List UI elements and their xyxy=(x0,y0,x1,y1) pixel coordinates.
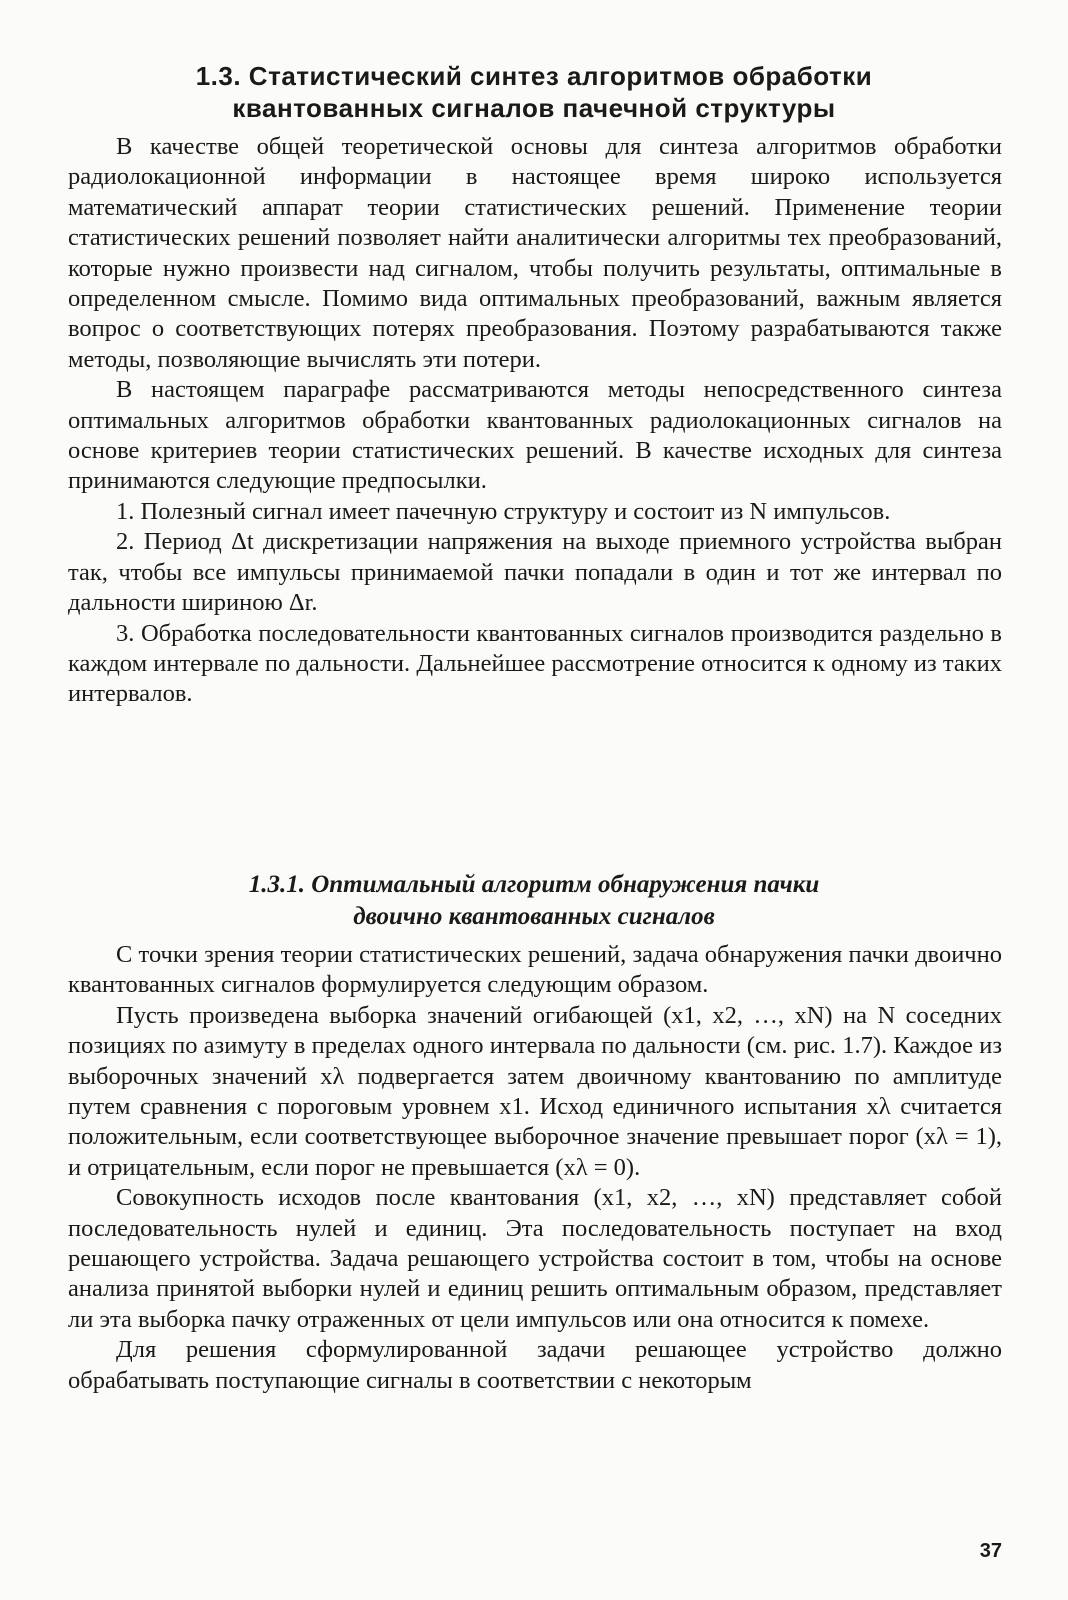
paragraph-premises: В настоящем параграфе рассматриваются методы непосредственного синтеза оптимальных алгоритмов обработки квантованных радиолокационных сигналов на основе критериев теории статистических решений. В качестве исходных для синтеза принимаются следующие предпосылки. xyxy=(68,376,1002,495)
subsection-title xyxy=(60,869,1008,933)
page-number: 37 xyxy=(979,1540,1002,1562)
paragraph-intro: В качестве общей теоретической основы для синтеза алгоритмов обработки радиолокационной информации в настоящее время широко используется математический аппарат теории статистических решений. Применение теории статистических решений позволяет найти аналитически алгоритмы тех преобразований, которые нужно произвести над сигналом, чтобы получить результаты, оптимальные в определенном смысле. Помимо вида оптимальных преобразований, важным является вопрос о соответствующих потерях преобразования. Поэтому разрабатываются также методы, позволяющие вычислять эти потери. xyxy=(68,133,1002,373)
paragraph-decision: Для решения сформулированной задачи решающее устройство должно обрабатывать поступающие сигналы в соответствии с некоторым xyxy=(68,1336,1002,1394)
subsection-title-line-2: двоично квантованных сигналов xyxy=(353,903,715,930)
section-body xyxy=(68,132,1002,710)
paragraph-sampling: Пусть произведена выборка значений огибающей (x1, x2, …, xN) на N соседних позициях по азимуту в пределах одного интервала по дальности (см. рис. 1.7). Каждое из выборочных значений xλ подвергается затем двоичному квантованию по амплитуде путем сравнения с пороговым уровнем x1. Исход единичного испытания xλ считается положительным, если соответствующее выборочное значение превышает порог (xλ = 1), и отрицательным, если порог не превышается (xλ = 0). xyxy=(68,1001,1002,1181)
paragraph-sequence: Совокупность исходов после квантования (x1, x2, …, xN) представляет собой последовательность нулей и единиц. Эта последовательность поступает на вход решающего устройства. Задача решающего устройства состоит в том, чтобы на основе анализа принятой выборки нулей и единиц решить оптимальным образом, представляет ли эта выборка пачку отраженных от цели импульсов или она относится к помехе. xyxy=(68,1184,1002,1333)
section-title-line-1: 1.3. Статистический синтез алгоритмов обработки xyxy=(195,60,873,91)
premise-item-3: 3. Обработка последовательности квантованных сигналов производится раздельно в каждом интервале по дальности. Дальнейшее рассмотрение относится к одному из таких интервалов. xyxy=(68,619,1002,708)
section-title-line-2: квантованных сигналов пачечной структуры xyxy=(232,92,836,123)
subsection-title-line-1: 1.3.1. Оптимальный алгоритм обнаружения пачки xyxy=(248,871,820,898)
section-title xyxy=(60,60,1008,124)
paragraph-problem-statement: С точки зрения теории статистических решений, задача обнаружения пачки двоично квантованных сигналов формулируется следующим образом. xyxy=(68,941,1002,999)
premise-item-2: 2. Период Δt дискретизации напряжения на выходе приемного устройства выбран так, чтобы все импульсы принимаемой пачки попадали в один и тот же интервал по дальности шириною Δr. xyxy=(68,528,1002,617)
subsection-body xyxy=(68,940,1002,1396)
premise-item-1: 1. Полезный сигнал имеет пачечную структуру и состоит из N импульсов. xyxy=(116,497,891,525)
